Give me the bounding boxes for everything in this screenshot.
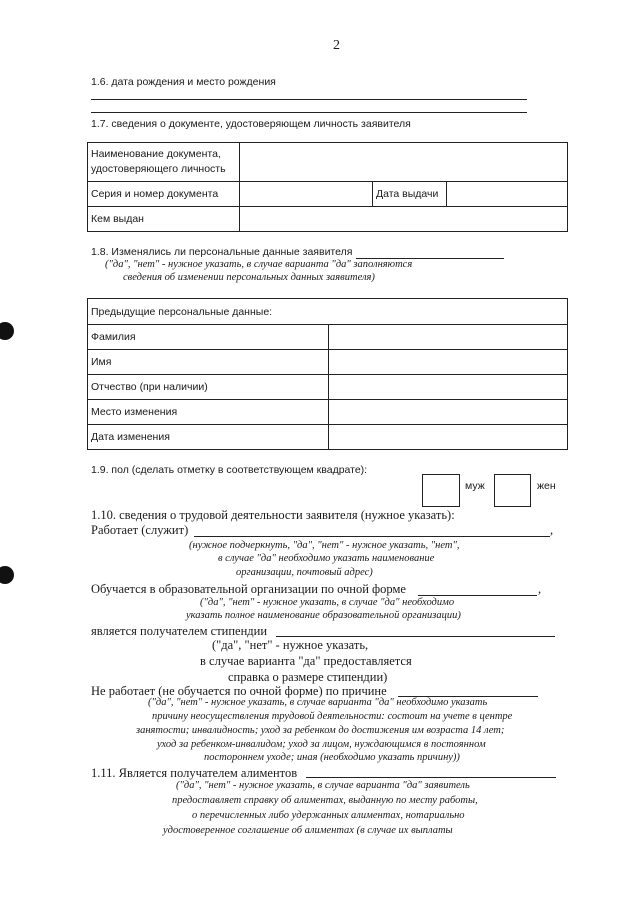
doc-issuer-field[interactable]: [240, 207, 568, 232]
doc-issuer-label: Кем выдан: [88, 207, 240, 232]
prev-patronymic-field[interactable]: [329, 375, 568, 400]
works-field[interactable]: [194, 536, 550, 537]
gender-female-label: жен: [537, 480, 556, 492]
prev-surname-field[interactable]: [329, 325, 568, 350]
works-note-1: (нужное подчеркнуть, "да", "нет" - нужное указать, "нет",: [189, 540, 460, 551]
works-note-3: организации, почтовый адрес): [236, 567, 373, 578]
doc-series-label: Серия и номер документа: [88, 182, 240, 207]
not-working-label: Не работает (не обучается по очной форме) по причине: [91, 684, 387, 698]
gender-male-label: муж: [465, 480, 485, 492]
page-number: 2: [333, 38, 340, 53]
prev-surname-label: Фамилия: [88, 325, 329, 350]
not-working-note-1: ("да", "нет" - нужное указать, в случае варианта "да" необходимо указать: [148, 697, 488, 708]
not-working-note-3: занятости; инвалидность; уход за ребенком до достижения им возраста 14 лет;: [136, 725, 505, 736]
birth-line-1[interactable]: [91, 99, 527, 100]
doc-date-field[interactable]: [447, 182, 568, 207]
stipend-label: является получателем стипендии: [91, 624, 268, 638]
previous-data-header: Предыдущие персональные данные:: [88, 299, 568, 325]
studies-label: Обучается в образовательной организации по очной форме: [91, 582, 406, 596]
alimony-label: 1.11. Является получателем алиментов: [91, 766, 298, 780]
alimony-note-3: о перечисленных либо удержанных алиментах, нотариально: [192, 810, 465, 821]
prev-patronymic-label: Отчество (при наличии): [88, 375, 329, 400]
prev-change-place-label: Место изменения: [88, 400, 329, 425]
studies-field[interactable]: [418, 595, 537, 596]
prev-change-place-field[interactable]: [329, 400, 568, 425]
not-working-note-5: постороннем уходе; иная (необходимо указать причину)): [204, 752, 460, 763]
punch-hole-top: [0, 322, 14, 340]
stipend-field[interactable]: [276, 636, 555, 637]
gender-male-checkbox[interactable]: [422, 474, 460, 507]
studies-comma: ,: [538, 582, 542, 596]
punch-hole-bottom: [0, 566, 14, 584]
stipend-note-3: справка о размере стипендии): [228, 670, 388, 684]
alimony-note-2: предоставляет справку об алиментах, выданную по месту работы,: [172, 795, 478, 806]
not-working-note-2: причину неосуществления трудовой деятельности: состоит на учете в центре: [152, 711, 513, 722]
prev-change-date-label: Дата изменения: [88, 425, 329, 450]
previous-personal-data-table: [87, 298, 568, 450]
personal-data-note-2: сведения об изменении персональных данных заявителя): [123, 272, 375, 283]
doc-date-label: Дата выдачи: [373, 182, 447, 207]
doc-name-field[interactable]: [240, 143, 568, 182]
stipend-note-2: в случае варианта "да" предоставляется: [200, 654, 412, 668]
personal-data-note-1: ("да", "нет" - нужное указать, в случае варианта "да" заполняются: [105, 259, 413, 270]
studies-note-1: ("да", "нет" - нужное указать, в случае "да" необходимо: [200, 597, 455, 608]
prev-change-date-field[interactable]: [329, 425, 568, 450]
alimony-field[interactable]: [306, 777, 556, 778]
prev-name-field[interactable]: [329, 350, 568, 375]
works-label: Работает (служит): [91, 523, 189, 537]
doc-name-label: Наименование документа, удостоверяющего личность: [88, 143, 240, 182]
studies-note-2: указать полное наименование образовательной организации): [186, 610, 461, 621]
works-note-2: в случае "да" необходимо указать наименование: [218, 553, 435, 564]
not-working-note-4: уход за ребенком-инвалидом; уход за лицом, нуждающимся в постоянном: [157, 739, 486, 750]
alimony-note-1: ("да", "нет" - нужное указать, в случае варианта "да" заявитель: [176, 780, 470, 791]
alimony-note-4: удостоверенное соглашение об алиментах (в случае их выплаты: [163, 825, 453, 836]
gender-label: 1.9. пол (сделать отметку в соответствующем квадрате):: [91, 464, 368, 476]
employment-info-label: 1.10. сведения о трудовой деятельности заявителя (нужное указать):: [91, 508, 455, 522]
birth-line-2[interactable]: [91, 112, 527, 113]
doc-series-field[interactable]: [240, 182, 373, 207]
personal-data-changed-label: 1.8. Изменялись ли персональные данные заявителя: [91, 246, 353, 258]
identity-document-table: [87, 142, 568, 232]
birth-date-place-label: 1.6. дата рождения и место рождения: [91, 76, 276, 88]
stipend-note-1: ("да", "нет" - нужное указать,: [212, 638, 369, 652]
prev-name-label: Имя: [88, 350, 329, 375]
identity-document-label: 1.7. сведения о документе, удостоверяющем личность заявителя: [91, 118, 411, 130]
works-comma: ,: [550, 523, 554, 537]
gender-female-checkbox[interactable]: [494, 474, 531, 507]
